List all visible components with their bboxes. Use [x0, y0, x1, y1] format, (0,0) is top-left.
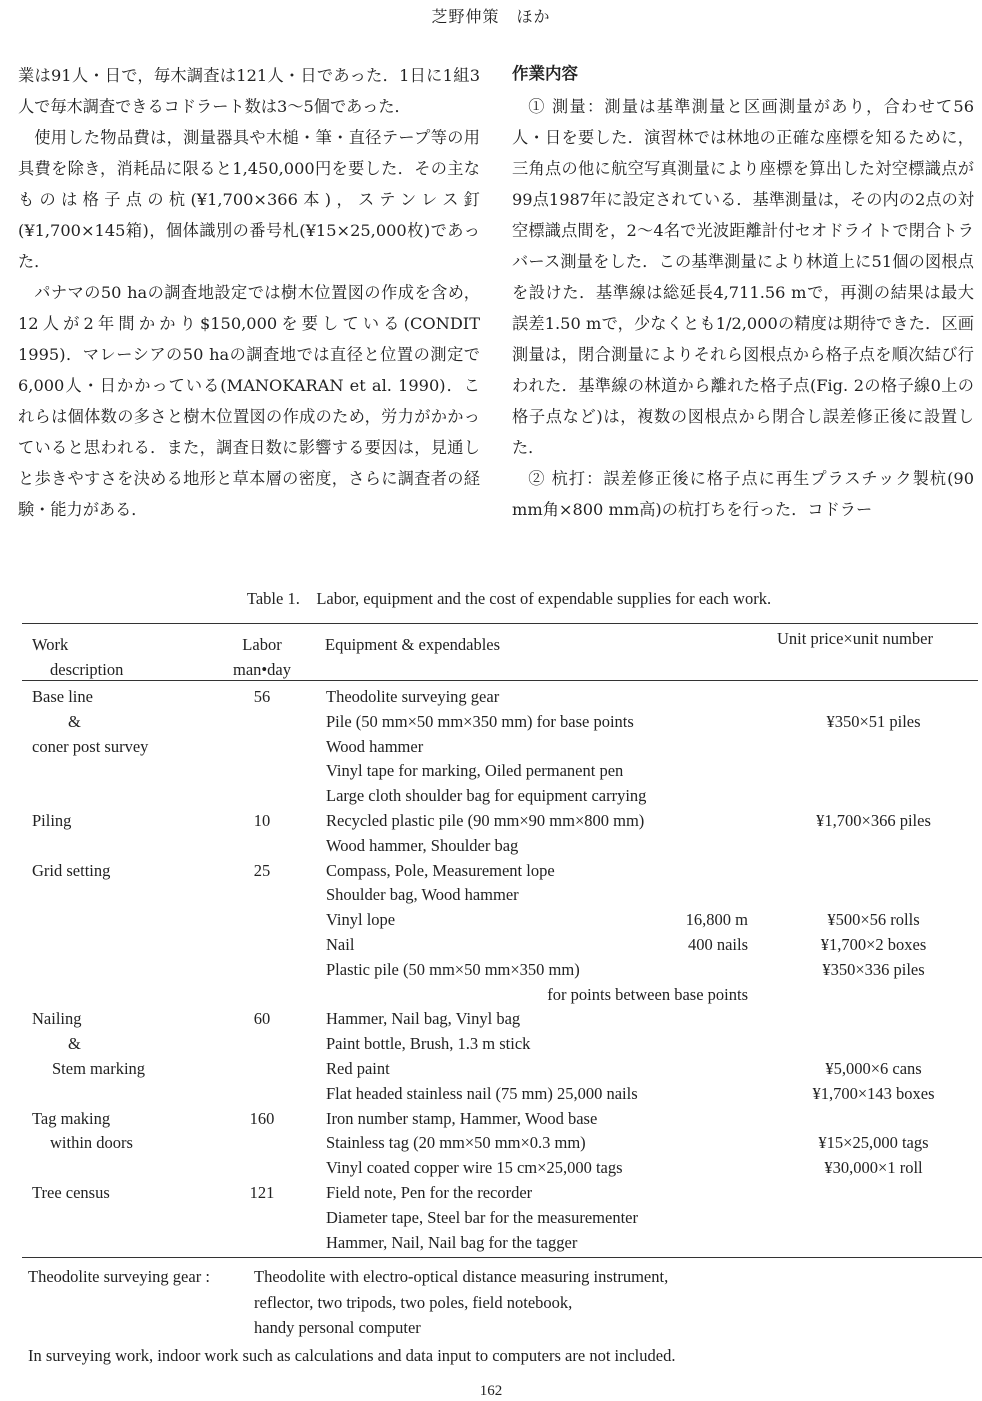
unit-price: ¥1,700×143 boxes [812, 1083, 935, 1103]
equipment-item: Compass, Pole, Measurement lope [326, 860, 555, 880]
header-work: Work [32, 635, 69, 654]
running-header: 芝野伸策 ほか [431, 7, 551, 26]
table-row [326, 859, 978, 884]
unit-price: ¥350×336 piles [822, 959, 925, 979]
equipment-item: Plastic pile (50 mm×50 mm×350 mm) [326, 959, 580, 979]
equipment-item: Shoulder bag, Wood hammer [326, 885, 519, 905]
table-header [22, 624, 978, 679]
labor-value: 60 [253, 1009, 271, 1029]
table-row [326, 933, 978, 958]
equipment-item: Pile (50 mm×50 mm×350 mm) for base points [326, 711, 634, 731]
labor-value: 160 [249, 1108, 275, 1128]
unit-price: ¥5,000×6 cans [825, 1058, 922, 1078]
page-number: 162 [479, 1383, 503, 1399]
equipment-item: Flat headed stainless nail (75 mm) 25,000 nails [326, 1083, 638, 1103]
equipment-item: Paint bottle, Brush, 1.3 m stick [326, 1034, 531, 1054]
work-description: & [68, 711, 81, 731]
table-row [326, 710, 978, 735]
header-man-day: man•day [232, 660, 291, 679]
header-unit-price: Unit price×unit number [777, 629, 933, 648]
equipment-item: Diameter tape, Steel bar for the measurementer [326, 1207, 638, 1227]
table-row [326, 983, 978, 1008]
header-equipment: Equipment & expendables [325, 635, 501, 654]
table-caption: Table 1. Labor, equipment and the cost of expendable supplies for each work. [246, 589, 772, 608]
work-description: Tag making [32, 1108, 111, 1128]
work-description: Stem marking [52, 1058, 146, 1078]
table-row [326, 1231, 978, 1256]
table-row [326, 1181, 978, 1206]
notes-line: handy personal computer [254, 1318, 421, 1338]
table-bottom-rule [22, 1257, 982, 1258]
notes-line: Theodolite with electro-optical distance measuring instrument, [254, 1267, 669, 1287]
right-paragraph-2: ② 杭打：誤差修正後に格子点に再生プラスチック製杭(90 mm角×800 mm高)の杭打ちを行った．コドラー [512, 469, 974, 519]
equipment-item: Vinyl tape for marking, Oiled permanent pen [326, 761, 624, 781]
equipment-item: Hammer, Nail, Nail bag for the tagger [326, 1232, 578, 1252]
quantity: 400 nails [687, 934, 748, 954]
right-paragraph-1: ① 測量：測量は基準測量と区画測量があり，合わせて56人・日を要した．演習林では林地の正確な座標を知るために，三角点の他に航空写真測量により座標を算出した対空標識点が99点1987年に設定されている．基準測量は，その内の2点の対空標識点間を，2～4名で光波距離計付セオドライトで閉合トラバース測量をした．この基準測量により林道上に51個の図根点を設けた．基準線は総延長4,711.56 mで，再測の結果は最大誤差1.50 mで，少なくとも1/2,000の精度は期待できた．区画測量は，閉合測量によりそれら図根点から格子点を順次結び行われた．基準線の林道から離れた格子点(Fig. 2の格子線0上の格子点など)は，複数の図根点から閉合し誤差修正後に設置した． [512, 97, 974, 457]
unit-price: ¥500×56 rolls [827, 910, 920, 930]
labor-value: 25 [253, 860, 271, 880]
left-paragraph-2: 使用した物品費は，測量器具や木槌・筆・直径テープ等の用具費を除き，消耗品に限ると1,450,000円を要した．その主なものは格子点の杭(¥1,700×366本)，ステンレス釘(¥1,700×145箱)，個体識別の番号札(¥15×25,000枚)であった． [18, 128, 480, 271]
table-row [326, 883, 978, 908]
notes-line: reflector, two tripods, two poles, field notebook, [254, 1292, 573, 1312]
unit-price: ¥15×25,000 tags [818, 1133, 929, 1153]
left-column [18, 60, 480, 525]
table-row [326, 1007, 978, 1032]
table-group [22, 1007, 978, 1106]
table-group [22, 809, 978, 859]
work-description: coner post survey [32, 736, 149, 756]
table-body [22, 681, 978, 1255]
labor-value: 10 [253, 810, 271, 830]
equipment-item: Stainless tag (20 mm×50 mm×0.3 mm) [326, 1133, 586, 1153]
table-row [326, 1057, 978, 1082]
equipment-item: Red paint [326, 1058, 390, 1078]
work-description: Piling [32, 810, 72, 830]
equipment-item: Wood hammer, Shoulder bag [326, 835, 519, 855]
right-column [512, 58, 974, 525]
table-row [326, 1032, 978, 1057]
table-row [326, 1156, 978, 1181]
work-description: & [68, 1034, 81, 1054]
notes-footnote: In surveying work, indoor work such as calculations and data input to computers are not included. [28, 1345, 676, 1365]
labor-value: 56 [253, 687, 271, 706]
labor-value: 121 [249, 1182, 275, 1202]
equipment-item: Hammer, Nail bag, Vinyl bag [326, 1009, 521, 1029]
work-description: Base line [32, 687, 93, 706]
table-group [22, 681, 978, 809]
equipment-item: Field note, Pen for the recorder [326, 1182, 533, 1202]
table-row [326, 735, 978, 760]
unit-price: ¥1,700×2 boxes [820, 934, 927, 954]
table-row [326, 784, 978, 809]
unit-price: ¥1,700×366 piles [816, 810, 931, 830]
left-paragraph-1: 業は91人・日で，毎木調査は121人・日であった．1日に1組3人で毎木調査できるコドラート数は3～5個であった． [18, 66, 480, 116]
table-row [326, 1082, 978, 1107]
header-labor: Labor [242, 635, 282, 654]
equipment-item: Theodolite surveying gear [326, 687, 500, 706]
table-row [326, 759, 978, 784]
work-description: Grid setting [32, 860, 111, 880]
section-heading: 作業内容 [512, 64, 578, 83]
table-row [326, 1206, 978, 1231]
table-row [326, 1107, 978, 1132]
unit-price: ¥30,000×1 roll [824, 1158, 923, 1178]
table-row [326, 809, 978, 834]
quantity: for points between base points [547, 984, 748, 1004]
table-group [22, 859, 978, 1008]
equipment-item: Large cloth shoulder bag for equipment carrying [326, 786, 647, 806]
notes-label: Theodolite surveying gear : [28, 1267, 210, 1287]
work-description: Tree census [32, 1182, 110, 1202]
equipment-item: Recycled plastic pile (90 mm×90 mm×800 mm) [326, 810, 645, 830]
equipment-item: Iron number stamp, Hammer, Wood base [326, 1108, 598, 1128]
table-notes [28, 1264, 978, 1368]
equipment-item: Vinyl coated copper wire 15 cm×25,000 tags [326, 1158, 623, 1178]
table-1 [22, 585, 978, 1368]
quantity: 16,800 m [685, 910, 748, 930]
table-row [326, 685, 978, 710]
equipment-item: Nail [326, 934, 355, 954]
table-row [326, 908, 978, 933]
table-row [326, 1131, 978, 1156]
work-description: within doors [50, 1133, 133, 1153]
left-paragraph-3: パナマの50 haの調査地設定では樹木位置図の作成を含め，12人が2年間かかり$150,000を要している(CONDIT 1995)．マレーシアの50 haの調査地では直径と位置の測定で6,000人・日かかっている(MANOKARAN et al. 1990)．これらは個体数の多さと樹木位置図の作成のため，労力がかかっていると思われる．また，調査日数に影響する要因は，見通しと歩きやすさを決める地形と草本層の密度，さらに調査者の経験・能力がある． [18, 283, 480, 519]
work-description: Nailing [32, 1009, 82, 1029]
header-description: description [50, 660, 124, 679]
table-group [22, 1107, 978, 1181]
table-group [22, 1181, 978, 1255]
equipment-item: Wood hammer [326, 736, 424, 756]
equipment-item: Vinyl lope [326, 910, 396, 930]
table-row [326, 834, 978, 859]
unit-price: ¥350×51 piles [826, 711, 921, 731]
table-row [326, 958, 978, 983]
